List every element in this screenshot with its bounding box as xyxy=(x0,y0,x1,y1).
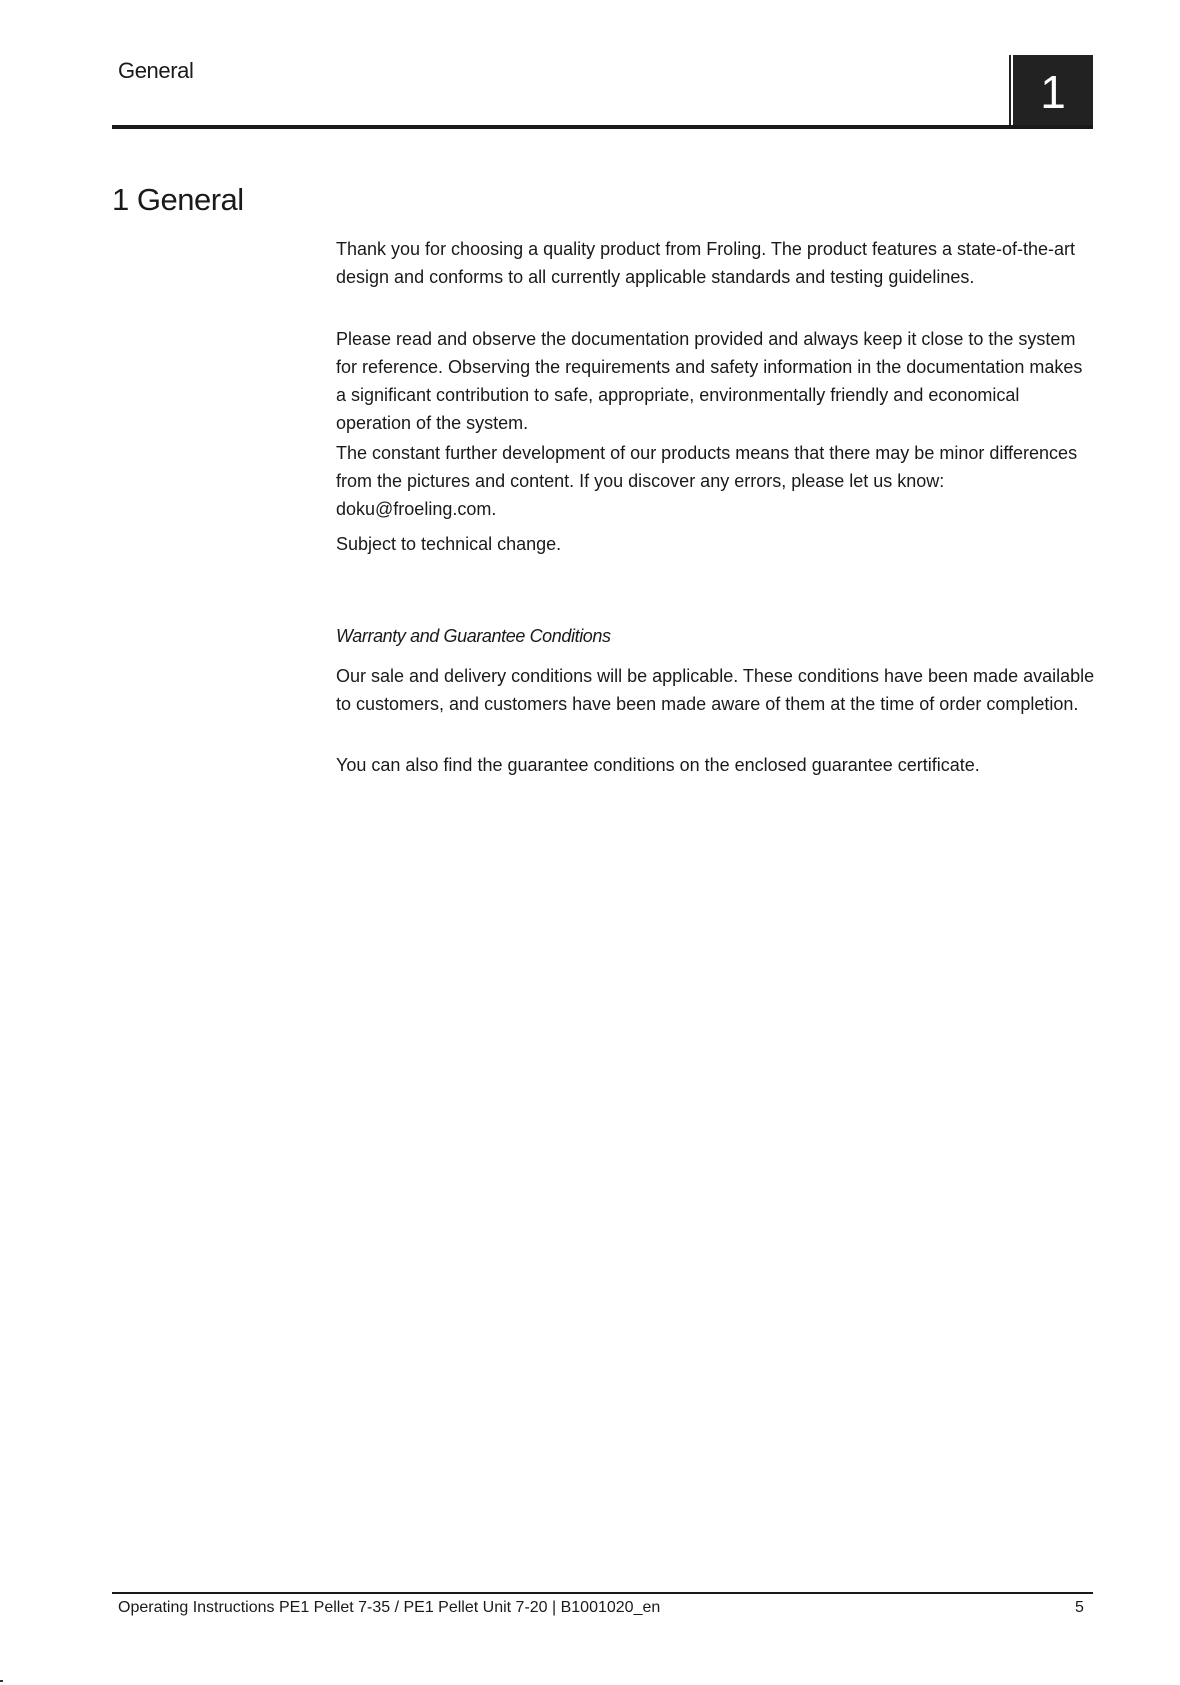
intro-paragraph: Thank you for choosing a quality product from Froling. The product features a state-of-the-art design and conforms to all currently applicable standards and testing guidelines. xyxy=(336,239,1076,287)
documentation-paragraph: Please read and observe the documentation provided and always keep it close to the system for reference. Observing the requirements and safety information in the documentation makes a significant contribution to safe, appropriate, environmentally friendly and economical operation of the system. xyxy=(336,329,1083,433)
section-heading: 1 General xyxy=(112,182,244,217)
chapter-number-tab: 1 xyxy=(1013,55,1093,129)
footer-document-title: Operating Instructions PE1 Pellet 7-35 / PE1 Pellet Unit 7-20 | B1001020_en xyxy=(118,1599,661,1616)
header-divider xyxy=(112,125,1093,129)
footer-divider xyxy=(112,1592,1093,1594)
page-number: 5 xyxy=(1075,1599,1084,1616)
technical-change-paragraph: Subject to technical change. xyxy=(336,534,562,554)
running-header-title: General xyxy=(118,58,194,83)
sale-conditions-paragraph: Our sale and delivery conditions will be applicable. These conditions have been made available to customers, and customers have been made aware of them at the time of order completion. xyxy=(336,666,1095,714)
guarantee-certificate-paragraph: You can also find the guarantee conditions on the enclosed guarantee certificate. xyxy=(336,755,980,775)
warranty-heading: Warranty and Guarantee Conditions xyxy=(336,626,611,646)
corner-mark xyxy=(0,1680,3,1682)
errors-paragraph: The constant further development of our products means that there may be minor differences from the pictures and content. If you discover any errors, please let us know: doku@froeling.com. xyxy=(336,443,1078,519)
